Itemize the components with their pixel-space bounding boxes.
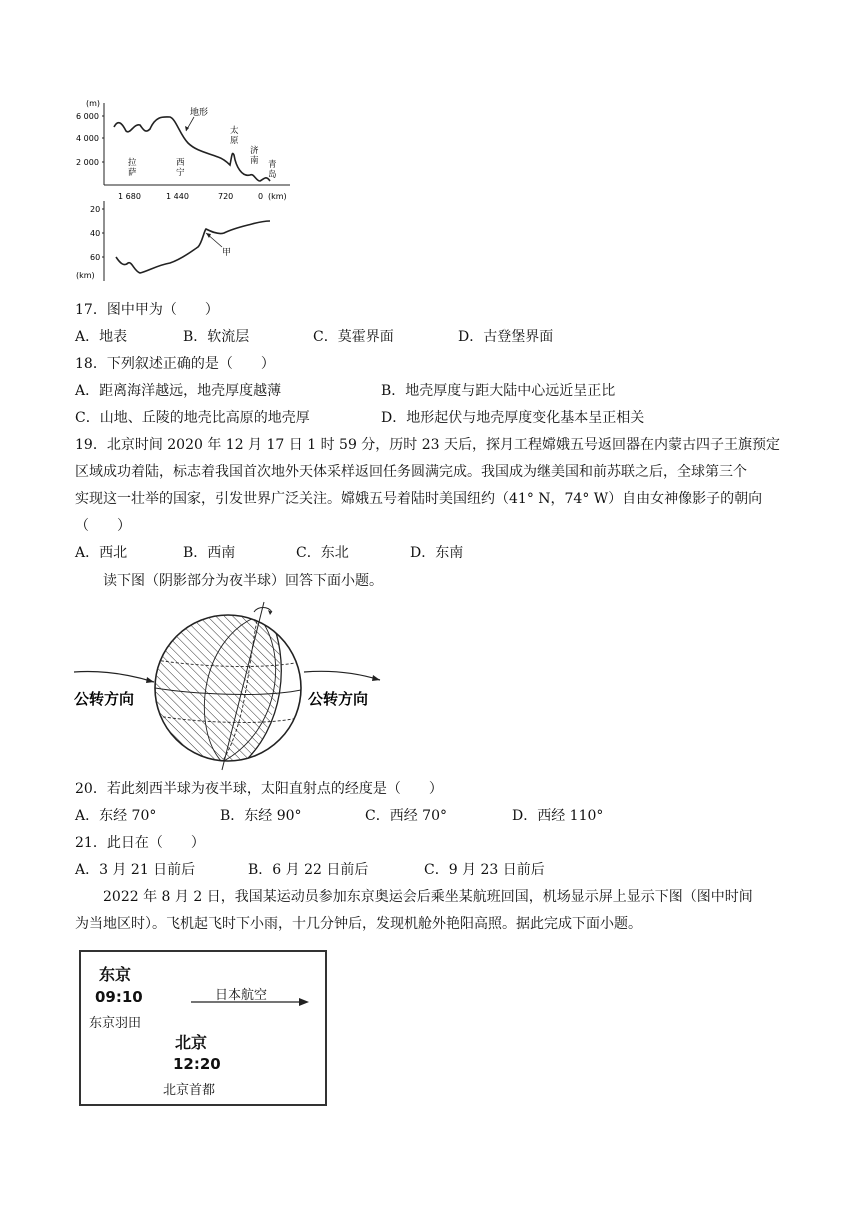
q18-option-c[interactable]: C．山地、丘陵的地壳比高原的地壳厚 (75, 410, 310, 426)
city-xining-1: 西 (176, 158, 185, 168)
x-tick-1440: 1 440 (166, 192, 189, 201)
origin-city: 东京 (99, 965, 132, 984)
y-unit-top: (m) (86, 99, 101, 108)
y-tick-20: 20 (90, 205, 101, 214)
right-orbit-arrow (304, 671, 380, 680)
q17-option-d[interactable]: D．古登堡界面 (458, 329, 554, 345)
q19-option-b[interactable]: B．西南 (183, 545, 236, 561)
x-tick-1680: 1 680 (118, 192, 141, 201)
q18-option-b[interactable]: B．地壳厚度与距大陆中心远近呈正比 (381, 383, 616, 399)
q17-option-c[interactable]: C．莫霍界面 (313, 329, 394, 345)
city-jinan-1: 济 (250, 146, 259, 156)
city-lasa-2: 萨 (128, 168, 137, 178)
right-orbit-label: 公转方向 (308, 690, 369, 708)
x-tick-720: 720 (218, 192, 234, 201)
q20-option-c[interactable]: C．西经 70° (365, 808, 447, 824)
terrain-crust-profile-figure (72, 95, 302, 285)
globe-intro: 读下图（阴影部分为夜半球）回答下面小题。 (103, 573, 383, 589)
flight-board (79, 950, 327, 1106)
jia-label: 甲 (222, 248, 232, 258)
q21-option-a[interactable]: A．3 月 21 日前后 (75, 862, 196, 878)
q19-option-c[interactable]: C．东北 (296, 545, 349, 561)
q17-option-a[interactable]: A．地表 (75, 329, 128, 345)
q21-option-b[interactable]: B．6 月 22 日前后 (248, 862, 369, 878)
origin-time: 09:10 (95, 988, 143, 1006)
q20-option-d[interactable]: D．西经 110° (512, 808, 604, 824)
city-qingdao-1: 青 (268, 160, 277, 170)
q19-line-3: 实现这一壮举的国家，引发世界广泛关注。嫦娥五号着陆时美国纽约（41° N，74° W）自由女神像影子的朝向 (75, 491, 763, 507)
q19-line-1: 19．北京时间 2020 年 12 月 17 日 1 时 59 分，历时 23 天后，探月工程嫦娥五号返回器在内蒙古四子王旗预定 (75, 437, 781, 453)
q18-stem: 18．下列叙述正确的是（ ） (75, 356, 275, 372)
dest-city: 北京 (175, 1033, 208, 1052)
q20-option-a[interactable]: A．东经 70° (75, 808, 157, 824)
origin-airport: 东京羽田 (89, 1016, 142, 1031)
q17-option-b[interactable]: B．软流层 (183, 329, 250, 345)
q20-stem: 20．若此刻西半球为夜半球，太阳直射点的经度是（ ） (75, 781, 443, 797)
q19-line-2: 区域成功着陆，标志着我国首次地外天体采样返回任务圆满完成。我国成为继美国和前苏联之后，全球第三个 (75, 464, 747, 480)
y-tick-60: 60 (90, 253, 101, 262)
y-unit-bottom: (km) (76, 271, 95, 280)
x-tick-0: 0 (258, 192, 264, 201)
q21-stem: 21．此日在（ ） (75, 835, 205, 851)
q20-option-b[interactable]: B．东经 90° (220, 808, 302, 824)
route-arrow-icon (191, 996, 311, 1008)
globe-figure (72, 600, 392, 772)
y-tick-6000: 6 000 (76, 112, 99, 121)
q17-stem: 17．图中甲为（ ） (75, 302, 219, 318)
city-jinan-2: 南 (250, 156, 259, 166)
y-tick-4000: 4 000 (76, 134, 99, 143)
left-orbit-arrow (74, 671, 154, 682)
x-unit: (km) (268, 192, 287, 201)
airline-name: 日本航空 (215, 988, 268, 1003)
q18-option-d[interactable]: D．地形起伏与地壳厚度变化基本呈正相关 (381, 410, 645, 426)
q19-option-a[interactable]: A．西北 (75, 545, 128, 561)
flight-intro-line-1: 2022 年 8 月 2 日，我国某运动员参加东京奥运会后乘坐某航班回国，机场显示屏上显示下图（图中时间 (103, 889, 753, 905)
q18-option-a[interactable]: A．距离海洋越远，地壳厚度越薄 (75, 383, 282, 399)
city-qingdao-2: 岛 (268, 170, 277, 180)
dest-airport: 北京首都 (163, 1083, 216, 1098)
q19-option-d[interactable]: D．东南 (410, 545, 464, 561)
dest-time: 12:20 (173, 1055, 221, 1073)
left-orbit-label: 公转方向 (74, 690, 135, 708)
city-taiyuan-1: 太 (230, 126, 239, 136)
q21-option-c[interactable]: C．9 月 23 日前后 (424, 862, 545, 878)
y-tick-2000: 2 000 (76, 158, 99, 167)
city-taiyuan-2: 原 (230, 136, 239, 146)
city-xining-2: 宁 (176, 168, 185, 178)
y-tick-40: 40 (90, 229, 101, 238)
terrain-label: 地形 (190, 108, 209, 118)
city-lasa-1: 拉 (128, 158, 137, 168)
q19-line-4: （ ） (75, 518, 131, 534)
terrain-curve (114, 117, 270, 181)
flight-intro-line-2: 为当地区时）。飞机起飞时下小雨，十几分钟后，发现机舱外艳阳高照。据此完成下面小题。 (75, 916, 642, 932)
moho-curve (116, 221, 270, 273)
